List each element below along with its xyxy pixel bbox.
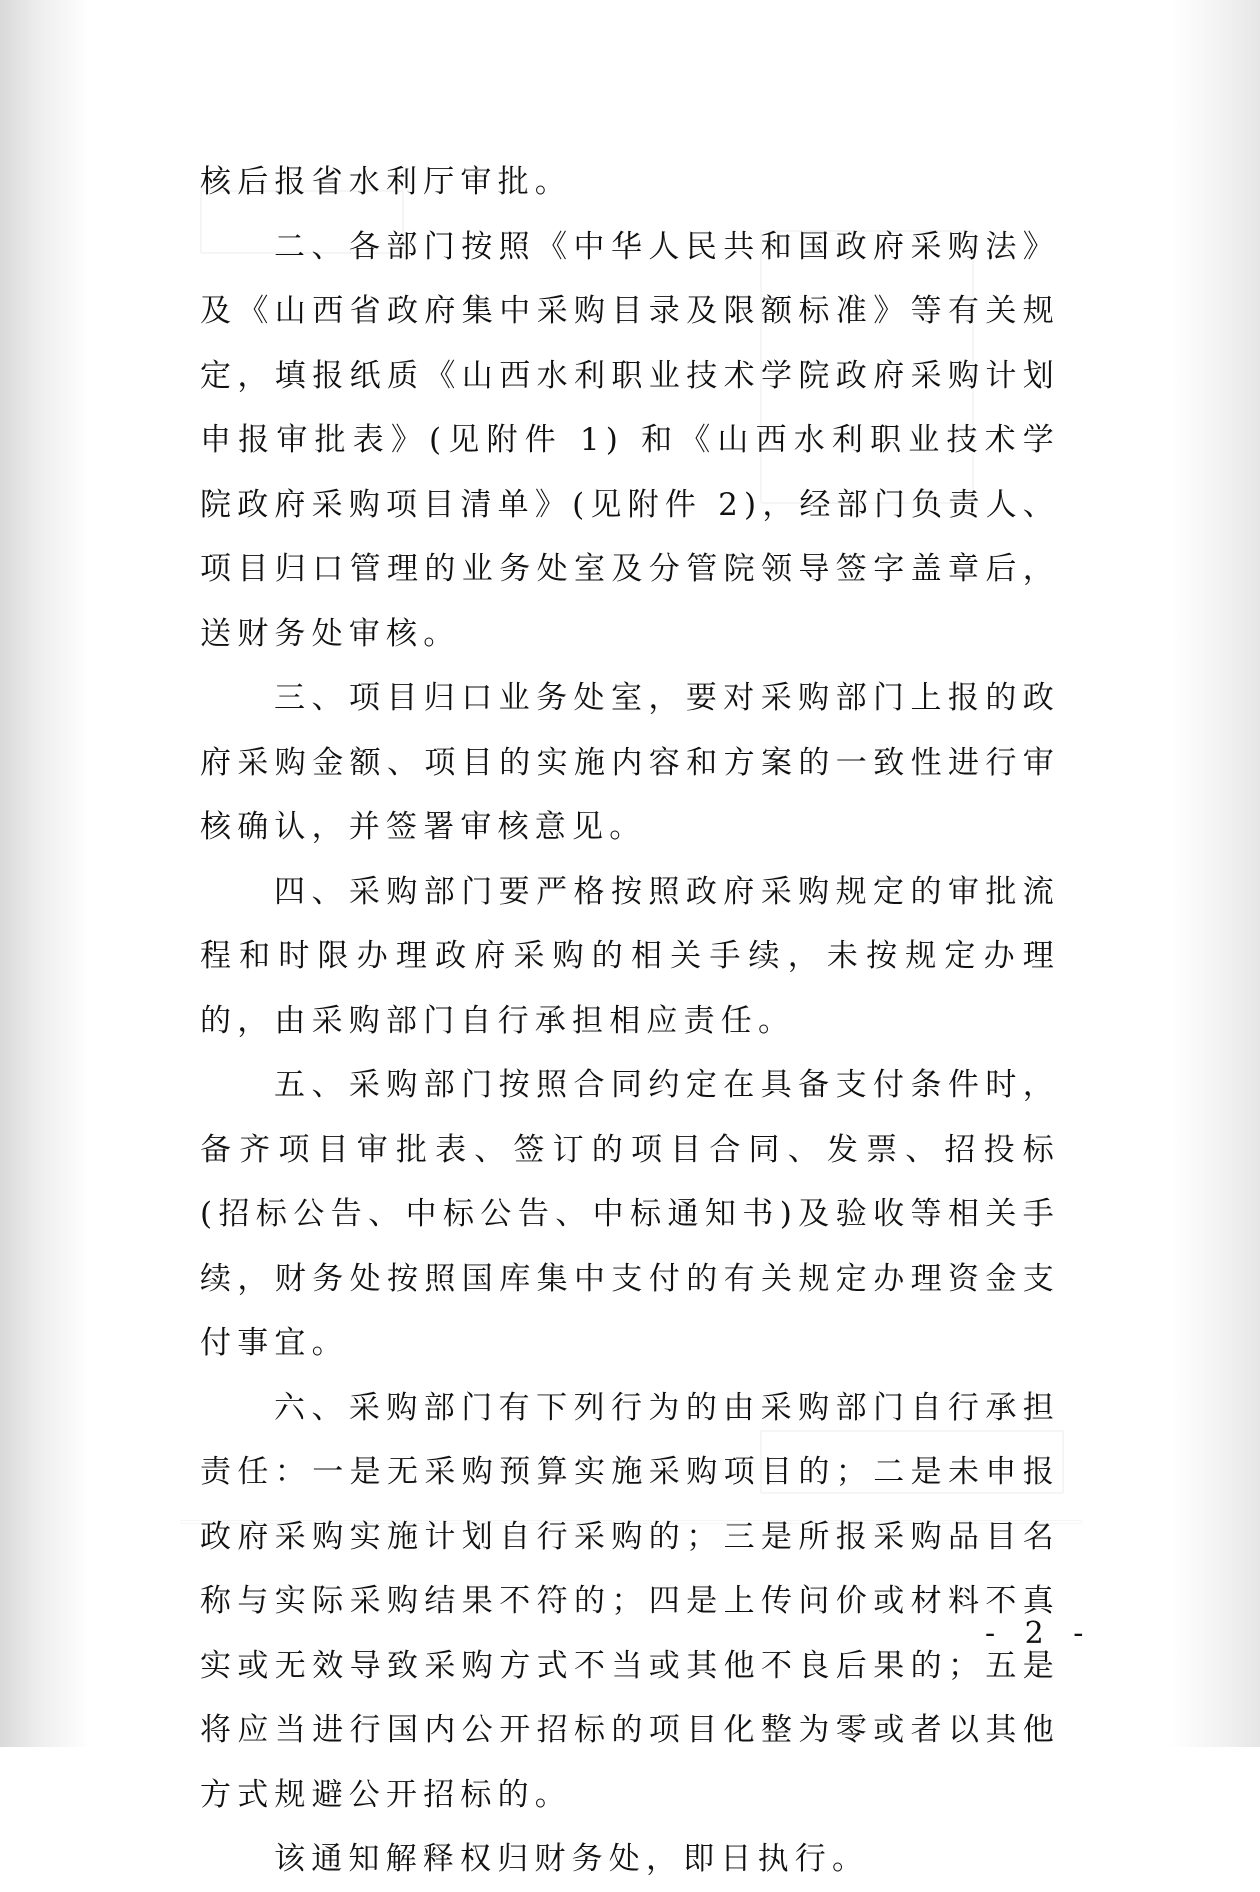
paragraph-item-4: 四、采购部门要严格按照政府采购规定的审批流程和时限办理政府采购的相关手续，未按规定办理的，由采购部门自行承担相应责任。 (200, 873, 1060, 1039)
page-number: - 2 - (985, 1616, 1094, 1651)
paragraph-item-6: 六、采购部门有下列行为的由采购部门自行承担责任：一是无采购预算实施采购项目的；二是未申报政府采购实施计划自行采购的；三是所报采购品目名称与实际采购结果不符的；四是上传问价或材料不真实或无效导致采购方式不当或其他不良后果的；五是将应当进行国内公开招标的项目化整为零或者以其他方式规避公开招标的。 (200, 1389, 1060, 1813)
paragraph-item-2: 二、各部门按照《中华人民共和国政府采购法》及《山西省政府集中采购目录及限额标准》等有关规定，填报纸质《山西水利职业技术学院政府采购计划申报审批表》(见附件 1) 和《山西水利职业技术学院政府采购项目清单》(见附件 2)，经部门负责人、项目归口管理的业务处室及分管院领导签字盖章后，送财务处审核。 (200, 228, 1060, 652)
paragraph-closing: 该通知解释权归财务处，即日执行。 (274, 1841, 870, 1877)
paragraph-item-5: 五、采购部门按照合同约定在具备支付条件时，备齐项目审批表、签订的项目合同、发票、招投标(招标公告、中标公告、中标通知书)及验收等相关手续，财务处按照国库集中支付的有关规定办理资金支付事宜。 (200, 1067, 1060, 1361)
paragraph-continuation: 核后报省水利厅审批。 (200, 164, 572, 200)
document-body (200, 150, 1060, 1892)
paragraph-item-3: 三、项目归口业务处室，要对采购部门上报的政府采购金额、项目的实施内容和方案的一致性进行审核确认，并签署审核意见。 (200, 680, 1060, 845)
